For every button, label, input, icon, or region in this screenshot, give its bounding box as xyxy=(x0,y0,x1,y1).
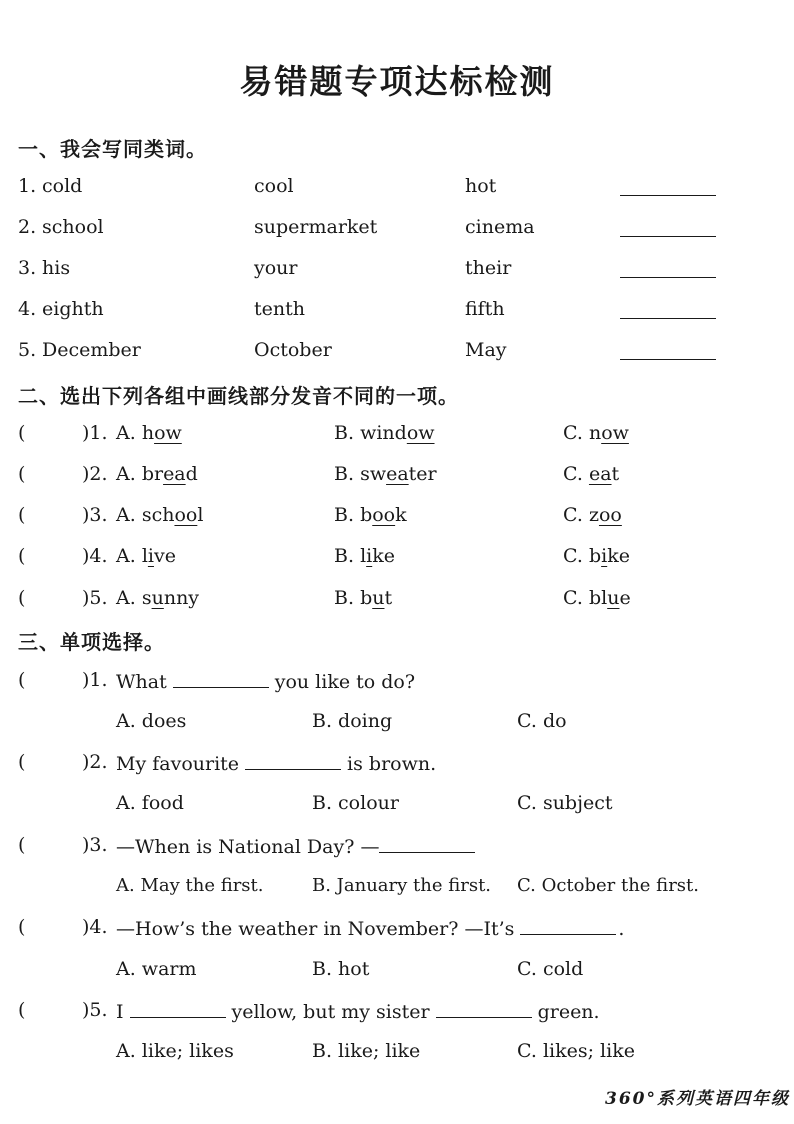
answer-blank[interactable] xyxy=(620,318,716,319)
question-number: )3. xyxy=(82,834,108,856)
option-b: B. like xyxy=(334,545,395,567)
option-b: B. sweater xyxy=(334,463,437,485)
question-number: )3. xyxy=(82,504,108,526)
option-b: B. hot xyxy=(312,958,370,980)
section3-question xyxy=(0,751,794,781)
option-a: A. school xyxy=(116,504,204,526)
fill-blank[interactable] xyxy=(173,669,269,688)
word-3: fifth xyxy=(465,298,505,320)
option-c: C. subject xyxy=(517,792,613,814)
word-3: May xyxy=(465,339,507,361)
option-a: A. live xyxy=(116,545,176,567)
section1-row xyxy=(0,257,794,287)
section2-row xyxy=(0,504,794,534)
answer-blank[interactable] xyxy=(620,277,716,278)
answer-blank[interactable] xyxy=(620,359,716,360)
fill-blank[interactable] xyxy=(130,999,226,1018)
series-footer: 360°系列英语四年级 xyxy=(605,1089,790,1109)
word-3: cinema xyxy=(465,216,535,238)
answer-paren-open[interactable]: ( xyxy=(18,463,26,485)
fill-blank[interactable] xyxy=(379,834,475,853)
word-1: school xyxy=(42,216,104,238)
word-2: your xyxy=(254,257,298,279)
answer-paren-open[interactable]: ( xyxy=(18,587,26,609)
option-c: C. bike xyxy=(563,545,630,567)
option-c: C. eat xyxy=(563,463,620,485)
option-a: A. May the first. xyxy=(116,875,264,896)
word-1: cold xyxy=(42,175,83,197)
option-b: B. January the first. xyxy=(312,875,492,896)
section3-heading: 三、单项选择。 xyxy=(18,630,165,654)
option-c: C. October the first. xyxy=(517,875,699,896)
word-1: his xyxy=(42,257,71,279)
section3-question xyxy=(0,834,794,864)
option-c: C. now xyxy=(563,422,629,444)
word-3: hot xyxy=(465,175,497,197)
section1-row xyxy=(0,216,794,246)
section2-heading: 二、选出下列各组中画线部分发音不同的一项。 xyxy=(18,384,459,408)
answer-paren-open[interactable]: ( xyxy=(18,999,26,1021)
section3-options xyxy=(0,1040,794,1070)
option-a: A. like; likes xyxy=(116,1040,234,1062)
question-text: —When is National Day? — xyxy=(116,834,481,858)
fill-blank[interactable] xyxy=(436,999,532,1018)
section3-options xyxy=(0,958,794,988)
question-number: )5. xyxy=(82,999,108,1021)
option-b: B. but xyxy=(334,587,393,609)
section3-question xyxy=(0,916,794,946)
option-b: B. book xyxy=(334,504,407,526)
question-text: I yellow, but my sister green. xyxy=(116,1001,600,1023)
word-2: cool xyxy=(254,175,294,197)
fill-blank[interactable] xyxy=(520,916,616,935)
answer-paren-open[interactable]: ( xyxy=(18,834,26,856)
item-number: 5. xyxy=(18,339,37,361)
answer-blank[interactable] xyxy=(620,195,716,196)
answer-paren-open[interactable]: ( xyxy=(18,751,26,773)
item-number: 1. xyxy=(18,175,37,197)
section2-row xyxy=(0,545,794,575)
question-number: )4. xyxy=(82,916,108,938)
word-2: October xyxy=(254,339,332,361)
answer-paren-open[interactable]: ( xyxy=(18,422,26,444)
word-2: tenth xyxy=(254,298,305,320)
question-number: )5. xyxy=(82,587,108,609)
question-text: My favourite is brown. xyxy=(116,753,437,775)
option-c: C. do xyxy=(517,710,567,732)
option-a: A. bread xyxy=(116,463,198,485)
question-number: )1. xyxy=(82,669,108,691)
option-c: C. cold xyxy=(517,958,584,980)
option-a: A. how xyxy=(116,422,182,444)
option-a: A. does xyxy=(116,710,187,732)
section2-row xyxy=(0,463,794,493)
section1-heading: 一、我会写同类词。 xyxy=(18,137,207,161)
answer-blank[interactable] xyxy=(620,236,716,237)
item-number: 4. xyxy=(18,298,37,320)
answer-paren-open[interactable]: ( xyxy=(18,669,26,691)
section3-question xyxy=(0,999,794,1029)
option-b: B. doing xyxy=(312,710,393,732)
option-c: C. likes; like xyxy=(517,1040,635,1062)
word-2: supermarket xyxy=(254,216,378,238)
section3-options xyxy=(0,710,794,740)
word-1: eighth xyxy=(42,298,104,320)
section1-row xyxy=(0,298,794,328)
question-text: What you like to do? xyxy=(116,671,416,693)
answer-paren-open[interactable]: ( xyxy=(18,545,26,567)
question-number: )2. xyxy=(82,463,108,485)
section2-row xyxy=(0,422,794,452)
word-1: December xyxy=(42,339,141,361)
question-number: )2. xyxy=(82,751,108,773)
word-3: their xyxy=(465,257,512,279)
question-number: )1. xyxy=(82,422,108,444)
item-number: 3. xyxy=(18,257,37,279)
section1-row xyxy=(0,175,794,205)
option-c: C. zoo xyxy=(563,504,622,526)
option-c: C. blue xyxy=(563,587,631,609)
option-a: A. warm xyxy=(116,958,197,980)
answer-paren-open[interactable]: ( xyxy=(18,504,26,526)
page-title: 易错题专项达标检测 xyxy=(239,62,555,101)
section3-options xyxy=(0,875,794,905)
question-number: )4. xyxy=(82,545,108,567)
question-text: —How’s the weather in November? —It’s . xyxy=(116,918,625,940)
item-number: 2. xyxy=(18,216,37,238)
option-b: B. colour xyxy=(312,792,399,814)
option-a: A. sunny xyxy=(116,587,200,609)
section1-row xyxy=(0,339,794,369)
option-b: B. like; like xyxy=(312,1040,421,1062)
section2-row xyxy=(0,587,794,617)
section3-question xyxy=(0,669,794,699)
option-b: B. window xyxy=(334,422,435,444)
fill-blank[interactable] xyxy=(245,751,341,770)
answer-paren-open[interactable]: ( xyxy=(18,916,26,938)
option-a: A. food xyxy=(116,792,184,814)
section3-options xyxy=(0,792,794,822)
